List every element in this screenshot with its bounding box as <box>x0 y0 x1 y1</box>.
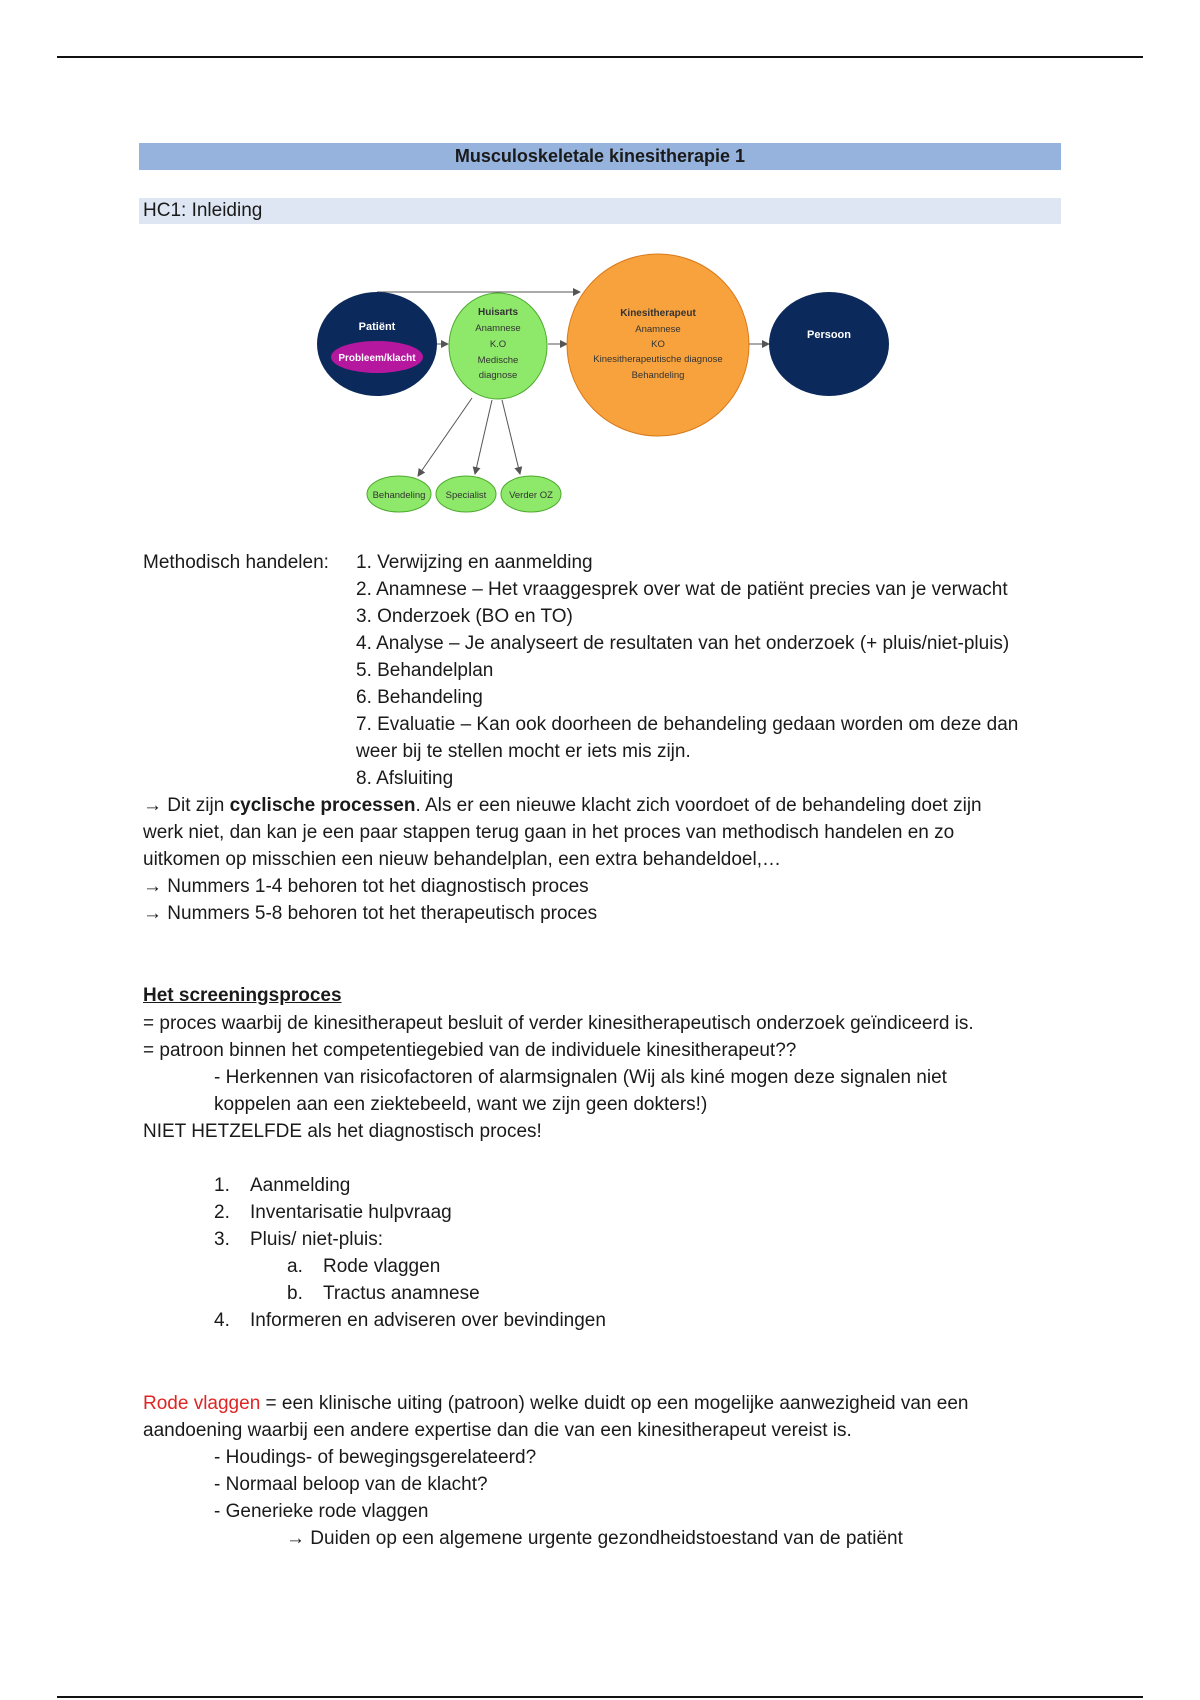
list-num: a. <box>287 1256 303 1277</box>
kine-title: Kinesitherapeut <box>620 308 696 319</box>
specialist-label: Specialist <box>445 490 487 501</box>
note-therapeutisch: → Nummers 5-8 behoren tot het therapeutisch proces <box>143 903 598 924</box>
rode-vlaggen-line: aandoening waarbij een andere expertise dan die van een kinesitherapeut vereist is. <box>143 1420 852 1441</box>
huisarts-line: Anamnese <box>475 323 521 334</box>
list-num: b. <box>287 1283 303 1304</box>
rode-item: - Normaal beloop van de klacht? <box>214 1474 488 1495</box>
list-item: Aanmelding <box>250 1175 351 1196</box>
kine-line: Anamnese <box>635 324 681 335</box>
list-item: Informeren en adviseren over bevindingen <box>250 1310 606 1331</box>
list-num: 4. <box>214 1310 230 1331</box>
list-item: Tractus anamnese <box>323 1283 480 1304</box>
kine-line: KO <box>651 339 665 350</box>
list-num: 1. <box>214 1175 230 1196</box>
patient-label: Patiënt <box>358 321 396 333</box>
cyclic-paragraph: → Dit zijn cyclische processen. Als er een nieuwe klacht zich voordoet of de behandeling doet zijn <box>143 795 982 816</box>
cyclic-line: werk niet, dan kan je een paar stappen terug gaan in het proces van methodisch handelen en zo <box>143 822 955 843</box>
step-item: 8. Afsluiting <box>356 768 454 789</box>
list-item: Rode vlaggen <box>323 1256 441 1277</box>
cyclic-line: uitkomen op misschien een nieuw behandelplan, een extra behandeldoel,… <box>143 849 781 870</box>
step-item: 7. Evaluatie – Kan ook doorheen de behandeling gedaan worden om deze dan <box>356 714 1019 735</box>
kine-line: Behandeling <box>631 370 685 381</box>
step-item: 3. Onderzoek (BO en TO) <box>356 606 573 627</box>
step-item: 4. Analyse – Je analyseert de resultaten van het onderzoek (+ pluis/niet-pluis) <box>356 633 1010 654</box>
screening-bullet: - Herkennen van risicofactoren of alarmsignalen (Wij als kiné mogen deze signalen niet <box>214 1067 947 1088</box>
referral-diagram <box>300 238 900 518</box>
arrow-to-specialist <box>475 400 492 474</box>
arrow-to-verder-oz <box>502 400 520 474</box>
screening-bullet: koppelen aan een ziektebeeld, want we zijn geen dokters!) <box>214 1094 708 1115</box>
huisarts-title: Huisarts <box>477 307 519 318</box>
list-item: Inventarisatie hulpvraag <box>250 1202 452 1223</box>
huisarts-line: K.O <box>489 339 507 350</box>
arrow-to-behandeling <box>418 398 472 476</box>
list-num: 2. <box>214 1202 230 1223</box>
list-item: Pluis/ niet-pluis: <box>250 1229 384 1250</box>
step-item: 2. Anamnese – Het vraaggesprek over wat de patiënt precies van je verwacht <box>356 579 1008 600</box>
rode-vlaggen-definition: Rode vlaggen = een klinische uiting (patroon) welke duidt op een mogelijke aanwezigheid van een <box>143 1393 969 1414</box>
behandeling-label: Behandeling <box>372 490 426 501</box>
rode-item: - Houdings- of bewegingsgerelateerd? <box>214 1447 537 1468</box>
step-item: 1. Verwijzing en aanmelding <box>356 552 593 573</box>
screening-heading: Het screeningsproces <box>143 985 342 1006</box>
methodisch-label: Methodisch handelen: <box>143 552 329 573</box>
document-title: Musculoskeletale kinesitherapie 1 <box>139 143 1061 170</box>
screening-def: = proces waarbij de kinesitherapeut besluit of verder kinesitherapeutisch onderzoek geïndiceerd is. <box>143 1013 974 1034</box>
huisarts-line: Medische <box>477 355 519 366</box>
screening-def: = patroon binnen het competentiegebied van de individuele kinesitherapeut?? <box>143 1040 797 1061</box>
rode-item: - Generieke rode vlaggen <box>214 1501 429 1522</box>
verder-oz-label: Verder OZ <box>509 490 553 501</box>
kine-line: Kinesitherapeutische diagnose <box>593 354 723 365</box>
screening-note: NIET HETZELFDE als het diagnostisch proces! <box>143 1121 542 1142</box>
probleem-label: Probleem/klacht <box>338 353 416 364</box>
rode-subitem: → Duiden op een algemene urgente gezondheidstoestand van de patiënt <box>286 1528 903 1549</box>
persoon-node <box>769 292 889 396</box>
list-num: 3. <box>214 1229 230 1250</box>
note-diagnostisch: → Nummers 1-4 behoren tot het diagnostisch proces <box>143 876 589 897</box>
top-rule <box>57 56 1143 58</box>
persoon-label: Persoon <box>806 329 852 341</box>
step-item: 5. Behandelplan <box>356 660 494 681</box>
bottom-rule <box>57 1696 1143 1698</box>
step-item: 6. Behandeling <box>356 687 483 708</box>
huisarts-line: diagnose <box>478 370 518 381</box>
step-item: weer bij te stellen mocht er iets mis zijn. <box>356 741 691 762</box>
section-heading: HC1: Inleiding <box>139 198 1061 224</box>
